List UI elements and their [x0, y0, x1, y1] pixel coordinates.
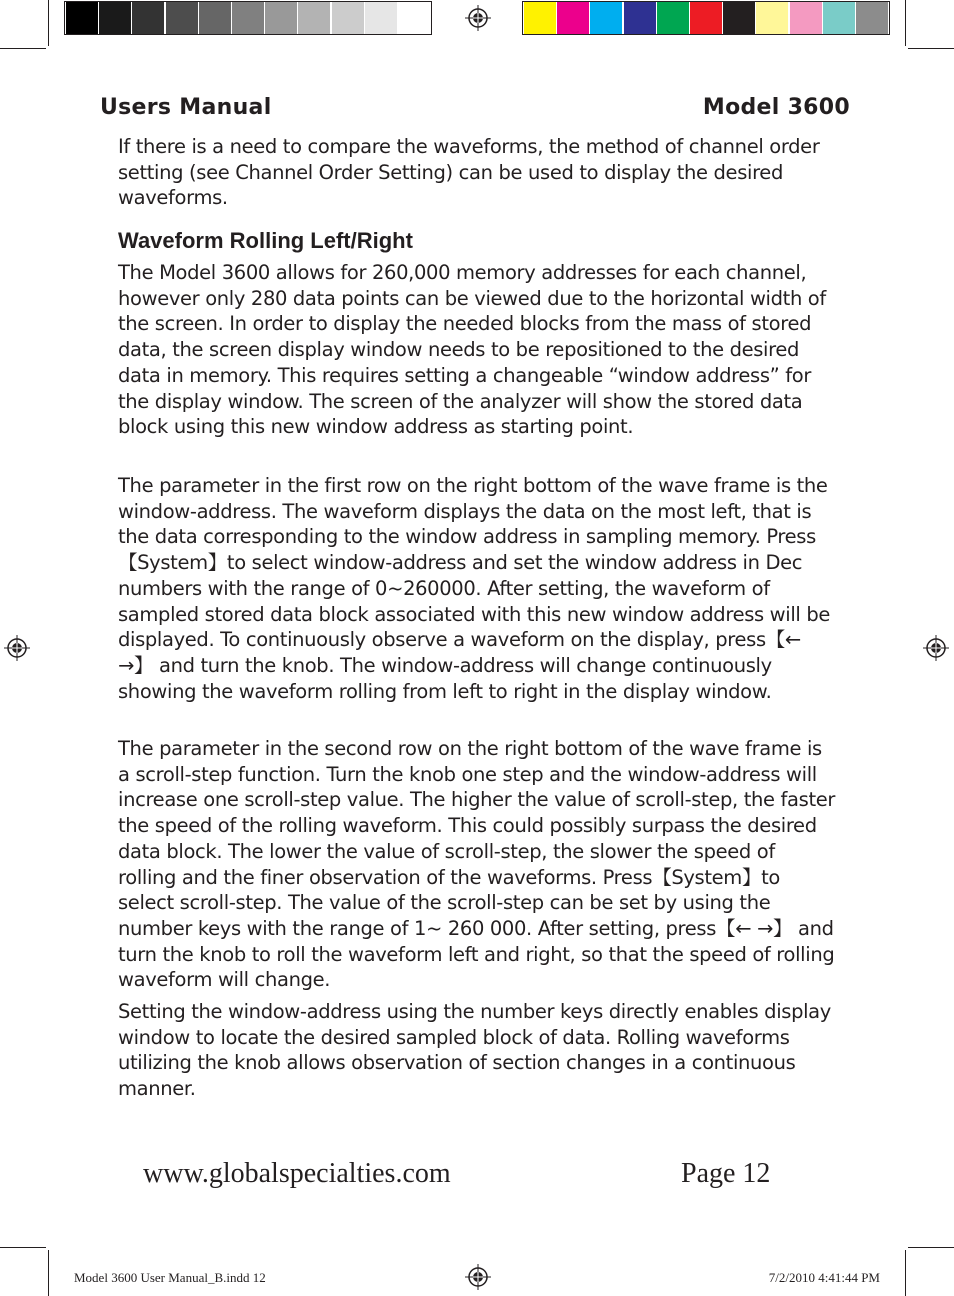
- color-swatch: [265, 2, 297, 34]
- color-swatch: [723, 2, 755, 34]
- color-swatch: [756, 2, 788, 34]
- color-swatch: [823, 2, 855, 34]
- color-swatch: [166, 2, 198, 34]
- color-swatch: [398, 2, 430, 34]
- color-swatch: [856, 2, 888, 34]
- crop-mark-top-right-h: [908, 48, 954, 49]
- intro-text: If there is a need to compare the waveforms, the method of channel order setting (see Channel Order Setting) can be used to display the desired waveforms.: [118, 135, 820, 210]
- paragraph-2: [118, 473, 838, 704]
- color-swatch: [199, 2, 231, 34]
- crop-mark-bottom-left-v: [48, 1250, 49, 1296]
- header-model: Model 3600: [702, 95, 850, 120]
- color-swatch: [790, 2, 822, 34]
- color-swatch: [99, 2, 131, 34]
- registration-mark-bottom-icon: [465, 1264, 491, 1290]
- paragraph-text: The parameter in the second row on the right bottom of the wave frame is a scroll-step function. Turn the knob one step and the window-address will increase one scroll-step value. The higher the value of scroll-step, the faster the speed of the rolling waveform. This could possibly surpass the desired data block. The lower the value of scroll-step, the slower the speed of rolling and the finer observation of the waveforms. Press【System】to select scroll-step. The value of the scroll-step can be set by using the number keys with the range of 1~ 260 000. After setting, press【← →】 and turn the knob to roll the waveform left and right, so that the speed of rolling waveform will change.: [118, 737, 836, 992]
- registration-mark-top-icon: [465, 5, 491, 31]
- slug-datetime: 7/2/2010 4:41:44 PM: [768, 1270, 880, 1285]
- intro-paragraph: [118, 134, 838, 211]
- crop-mark-top-left-v: [48, 0, 49, 46]
- registration-mark-right-icon: [923, 635, 949, 661]
- crop-mark-bottom-right-v: [905, 1250, 906, 1296]
- color-swatch: [590, 2, 622, 34]
- footer-website: www.globalspecialties.com: [143, 1158, 451, 1189]
- color-swatch: [557, 2, 589, 34]
- slug-filename: Model 3600 User Manual_B.indd 12: [74, 1270, 266, 1285]
- footer-page-number: Page 12: [681, 1158, 771, 1189]
- paragraph-text: The parameter in the first row on the right bottom of the wave frame is the window-address. The waveform displays the data on the most left, that is the data corresponding to the window address in sampling memory. Press【System】to select window-address and set the window address in Dec numbers with the range of 0~260000. After setting, the waveform of sampled stored data block associated with this new window address will be displayed. To continuously observe a waveform on the display, press【← →】 and turn the knob. The window-address will change continuously showing the waveform rolling from left to right in the display window.: [118, 474, 831, 703]
- color-swatch: [624, 2, 656, 34]
- color-swatch: [66, 2, 98, 34]
- paragraph-3: [118, 736, 838, 993]
- paragraph-text: Setting the window-address using the number keys directly enables display window to locate the desired sampled block of data. Rolling waveforms utilizing the knob allows observation of section changes in a continuous manner.: [118, 1000, 831, 1101]
- color-swatch: [657, 2, 689, 34]
- paragraph-4: [118, 999, 838, 1102]
- color-swatch: [690, 2, 722, 34]
- crop-mark-top-right-v: [905, 0, 906, 46]
- color-swatch: [298, 2, 330, 34]
- registration-mark-left-icon: [4, 635, 30, 661]
- crop-mark-top-left-h: [0, 48, 46, 49]
- color-swatch: [332, 2, 364, 34]
- color-swatch: [232, 2, 264, 34]
- color-swatch: [132, 2, 164, 34]
- crop-mark-bottom-right-h: [908, 1247, 954, 1248]
- crop-mark-bottom-left-h: [0, 1247, 46, 1248]
- header-manual-title: Users Manual: [100, 95, 272, 120]
- paragraph-1: [118, 260, 838, 440]
- section-title: Waveform Rolling Left/Right: [118, 228, 413, 253]
- color-swatch: [524, 2, 556, 34]
- paragraph-text: The Model 3600 allows for 260,000 memory addresses for each channel, however only 280 data points can be viewed due to the horizontal width of the screen. In order to display the needed blocks from the mass of stored data, the screen display window needs to be repositioned to the desired data in memory. This requires setting a changeable “window address” for the display window. The screen of the analyzer will show the stored data block using this new window address as starting point.: [118, 261, 826, 439]
- color-swatch: [365, 2, 397, 34]
